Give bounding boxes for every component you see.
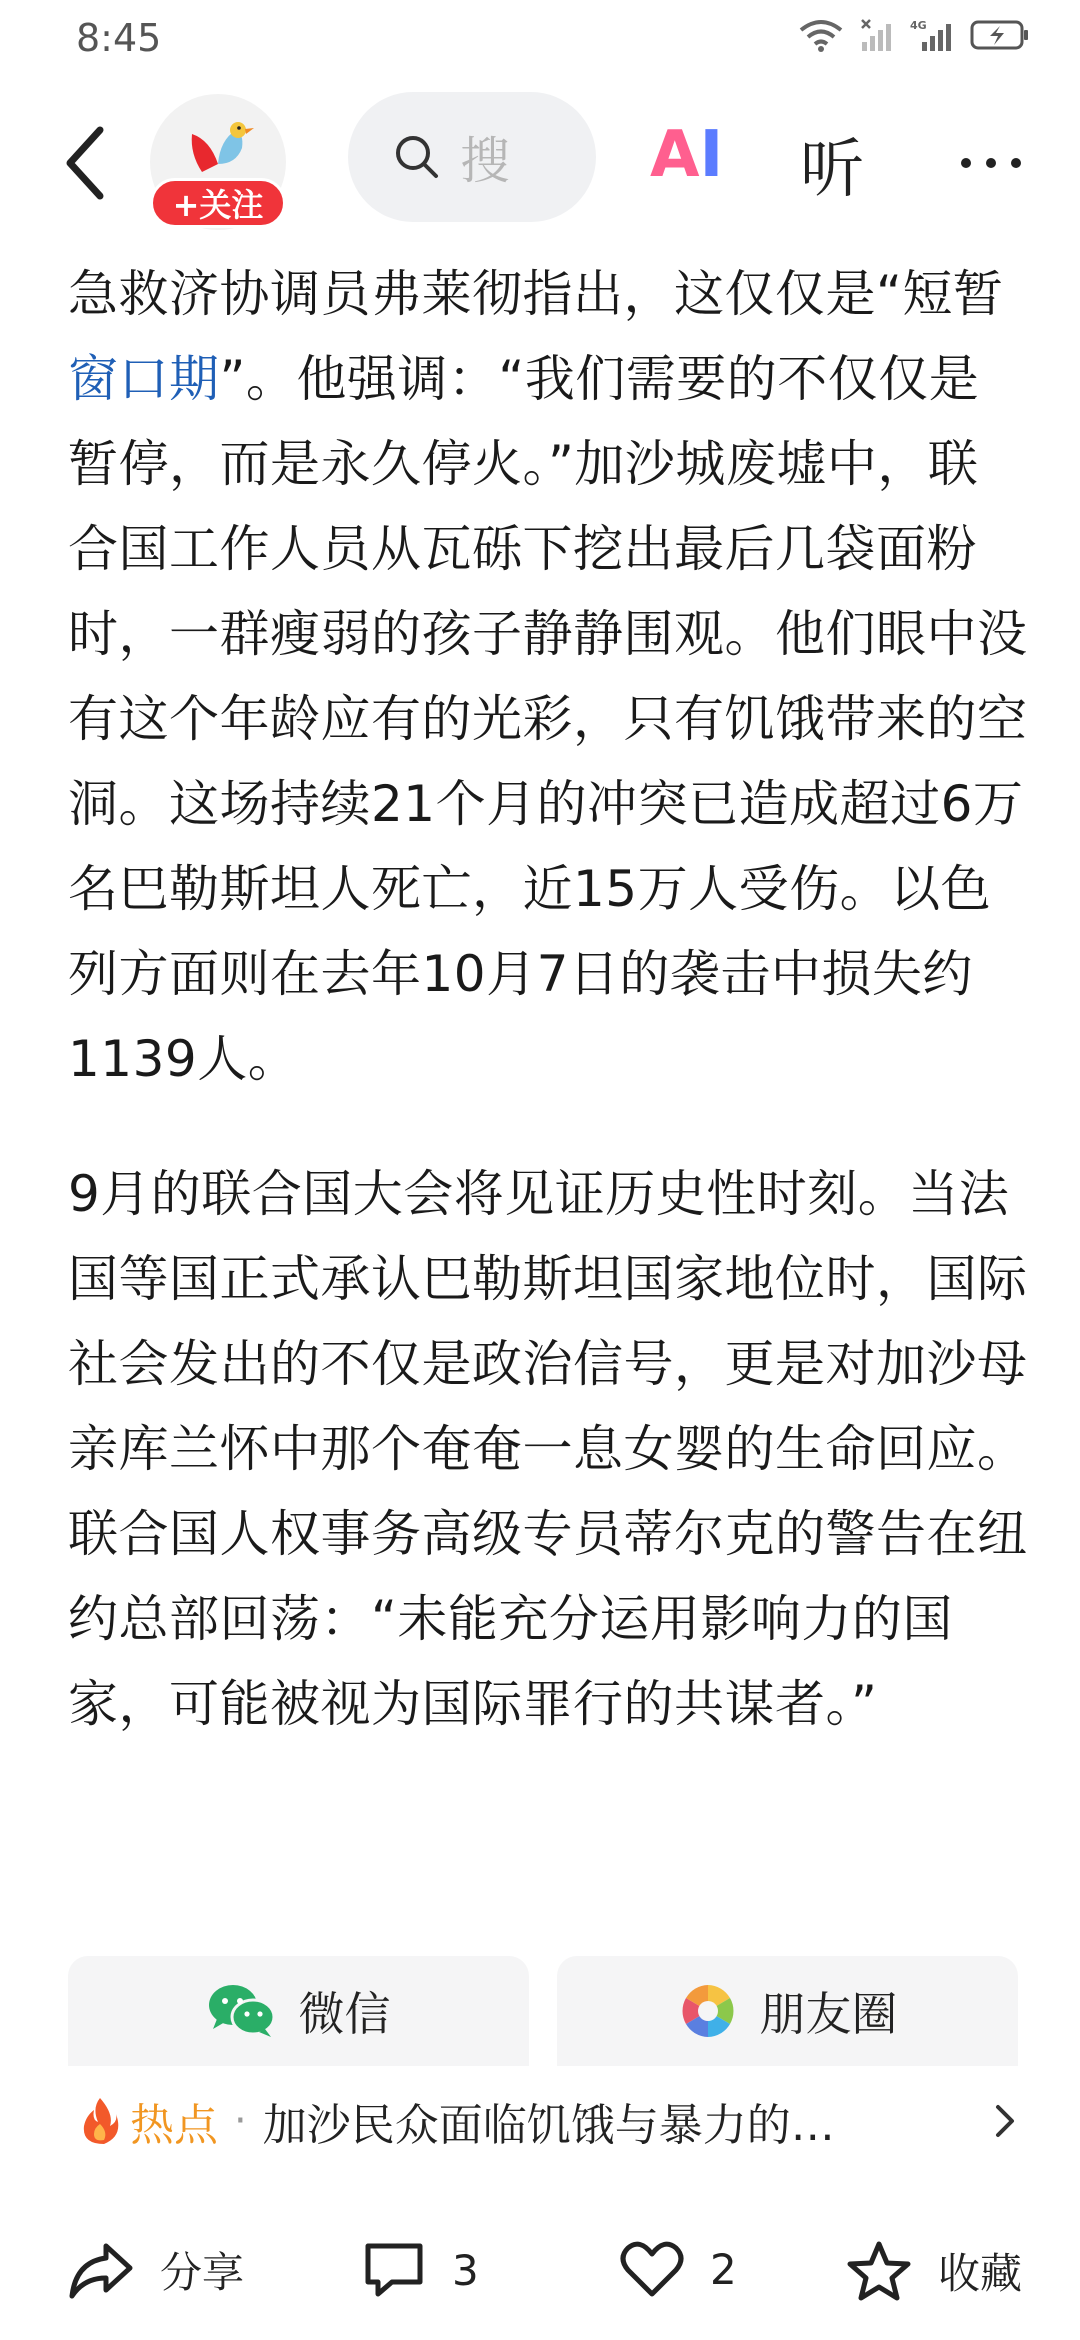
- favorite-action[interactable]: [846, 2240, 1022, 2302]
- status-time: 8:45: [76, 16, 162, 60]
- status-bar: [0, 0, 1080, 80]
- chevron-left-icon: [56, 118, 116, 208]
- hot-topic-row[interactable]: [80, 2076, 1020, 2166]
- back-button[interactable]: [56, 118, 116, 208]
- search-placeholder: 搜: [460, 132, 510, 190]
- share-moments-button[interactable]: [557, 1956, 1018, 2066]
- star-icon: [846, 2240, 912, 2302]
- ai-label-i: I: [699, 118, 724, 192]
- ai-button[interactable]: [650, 118, 740, 208]
- moments-icon: [678, 1981, 738, 2041]
- chevron-right-icon: [990, 2099, 1020, 2143]
- share-moments-label: 朋友圈: [759, 1987, 898, 2041]
- status-icons: [798, 18, 1030, 52]
- share-row: [68, 1956, 1018, 2066]
- ai-label-a: A: [650, 118, 700, 192]
- share-action-label: 分享: [160, 2248, 245, 2297]
- search-icon: [392, 132, 442, 182]
- like-count: 2: [710, 2244, 737, 2294]
- battery-icon: [970, 19, 1030, 51]
- heart-icon: [620, 2240, 684, 2298]
- more-dots-icon: [956, 148, 1026, 178]
- follow-button[interactable]: +关注: [150, 178, 286, 228]
- hot-topic-label: 热点: [130, 2100, 218, 2151]
- paragraph-1-text-end: ”。他强调：“我们需要的不仅仅是暂停，而是永久停火。”加沙城废墟中，联合国工作人员从瓦砾下挖出最后几袋面粉时，一群瘦弱的孩子静静围观。他们眼中没有这个年龄应有的光彩，只有饥饿带来的空洞。这场持续21个月的冲突已造成超过6万名巴勒斯坦人死亡，近15万人受伤。以色列方面则在去年10月7日的袭击中损失约1139人。: [68, 350, 1028, 1088]
- comment-count: 3: [452, 2245, 479, 2295]
- top-nav: [0, 88, 1080, 238]
- article-paragraph-2: 9月的联合国大会将见证历史性时刻。当法国等国正式承认巴勒斯坦国家地位时，国际社会发出的不仅是政治信号，更是对加沙母亲库兰怀中那个奄奄一息女婴的生命回应。联合国人权事务高级专员蒂尔克的警告在纽约总部回荡：“未能充分运用影响力的国家，可能被视为国际罪行的共谋者。”: [68, 1165, 1028, 1733]
- hot-topic-text: 加沙民众面临饥饿与暴力的…: [262, 2100, 835, 2151]
- like-action[interactable]: [620, 2240, 737, 2298]
- signal-4g-icon: [910, 18, 954, 52]
- more-button[interactable]: [956, 148, 1026, 178]
- wifi-icon: [798, 18, 844, 52]
- listen-button[interactable]: 听: [800, 133, 864, 207]
- bottom-action-bar: [0, 2224, 1080, 2324]
- article-paragraph-1: [68, 252, 1028, 1102]
- comment-action[interactable]: [362, 2240, 479, 2300]
- share-wechat-button[interactable]: [68, 1956, 529, 2066]
- fire-icon: [80, 2096, 120, 2146]
- share-action[interactable]: [68, 2240, 244, 2300]
- favorite-label: 收藏: [938, 2249, 1023, 2298]
- signal-no-service-icon: [860, 18, 894, 52]
- article-body: [68, 252, 1028, 1747]
- inline-link-window-period[interactable]: 窗口期: [68, 350, 220, 408]
- share-wechat-label: 微信: [298, 1987, 391, 2041]
- paragraph-1-text-start: 急救济协调员弗莱彻指出，这仅仅是“短暂: [68, 265, 1004, 323]
- search-box[interactable]: [348, 92, 596, 222]
- comment-icon: [362, 2240, 426, 2300]
- svg-text:4G: 4G: [910, 19, 927, 32]
- hot-topic-separator: ·: [234, 2098, 247, 2144]
- share-arrow-icon: [68, 2240, 134, 2300]
- wechat-icon: [207, 1981, 277, 2041]
